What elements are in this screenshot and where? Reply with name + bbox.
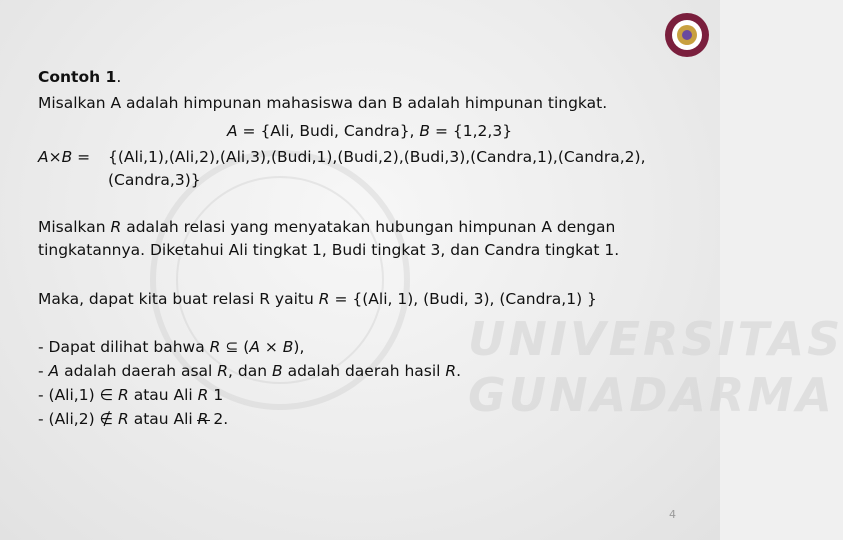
cartesian-product-label: A×B =: [38, 148, 91, 166]
set-definitions: A = {Ali, Budi, Candra}, B = {1,2,3}: [227, 122, 513, 140]
watermark-line-2: GUNADARMA: [468, 368, 835, 422]
relation-definition: Maka, dapat kita buat relasi R yaitu R = {(Ali, 1), (Budi, 3), (Candra,1) }: [38, 290, 597, 308]
cartesian-product-line-2: (Candra,3)}: [108, 171, 201, 189]
bullet-not-element-of: - (Ali,2) ∉ R atau Ali R 2.: [38, 410, 229, 428]
bullet-subset: - Dapat dilihat bahwa R ⊆ (A × B),: [38, 338, 305, 356]
bullet-domain-range: - A adalah daerah asal R, dan B adalah daerah hasil R.: [38, 362, 462, 380]
relation-paragraph-line-1: Misalkan R adalah relasi yang menyatakan hubungan himpunan A dengan: [38, 218, 616, 236]
cartesian-product-line-1: {(Ali,1),(Ali,2),(Ali,3),(Budi,1),(Budi,2),(Budi,3),(Candra,1),(Candra,2),: [108, 148, 646, 166]
intro-paragraph: Misalkan A adalah himpunan mahasiswa dan B adalah himpunan tingkat.: [38, 94, 608, 112]
bullet-element-of: - (Ali,1) ∈ R atau Ali R 1: [38, 386, 224, 404]
page-number: 4: [669, 508, 676, 521]
relation-paragraph-line-2: tingkatannya. Diketahui Ali tingkat 1, Budi tingkat 3, dan Candra tingkat 1.: [38, 241, 620, 259]
university-logo: [664, 12, 710, 58]
watermark-line-1: UNIVERSITAS: [468, 312, 843, 366]
slide-title: Contoh 1.: [38, 68, 122, 86]
